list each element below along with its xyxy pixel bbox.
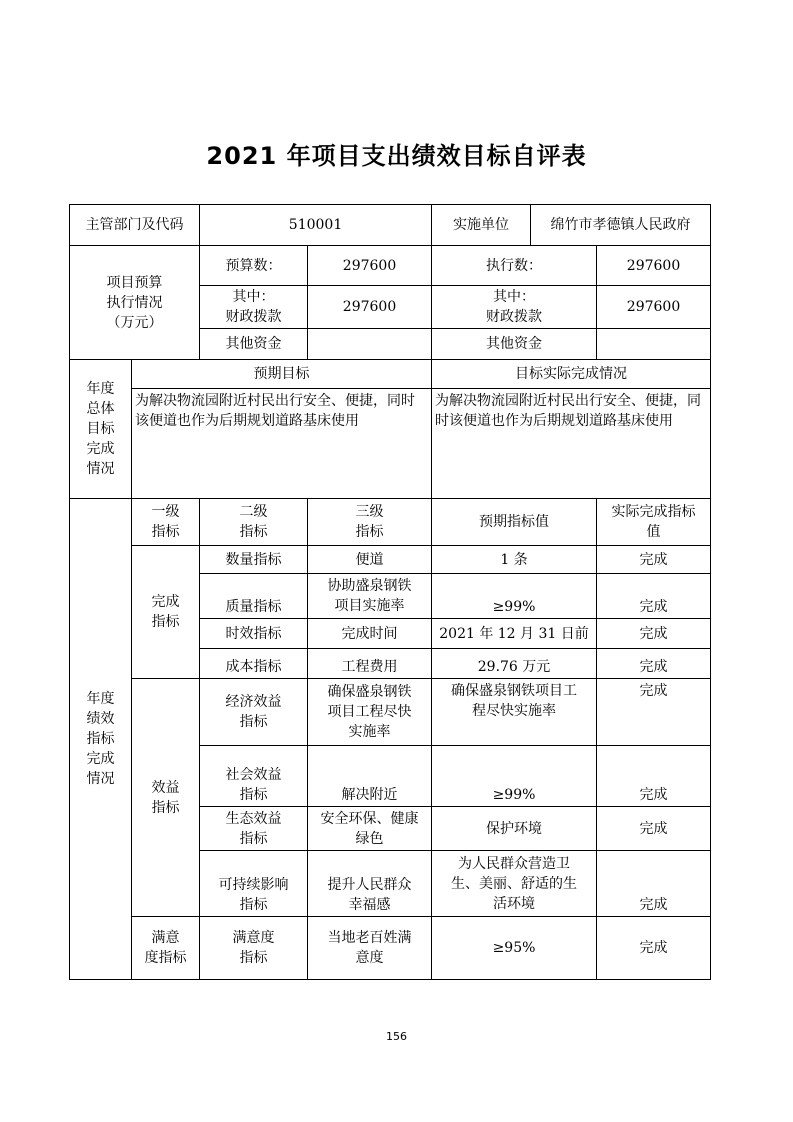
perf-label: 年度 绩效 指标 完成 情况 (70, 499, 132, 980)
target-cell: ≥99% (432, 574, 597, 619)
l2-cell: 数量指标 (200, 546, 308, 574)
evaluation-table (69, 204, 711, 980)
actual-goal-label: 目标实际完成情况 (432, 360, 711, 389)
actual-cell: 完成 (597, 746, 711, 807)
budget-label: 项目预算 执行情况 （万元） (70, 246, 200, 360)
l2-cell: 可持续影响 指标 (200, 851, 308, 917)
table-row (70, 917, 711, 980)
col-level3: 三级 指标 (308, 499, 432, 546)
other-exec-label: 其他资金 (432, 329, 597, 360)
unit-value: 绵竹市孝德镇人民政府 (531, 205, 711, 246)
page-number: 156 (386, 1030, 407, 1043)
col-level1: 一级 指标 (132, 499, 200, 546)
l2-cell: 生态效益 指标 (200, 807, 308, 851)
other-plan (308, 329, 432, 360)
target-cell: 为人民群众营造卫 生、美丽、舒适的生 活环境 (432, 851, 597, 917)
col-target: 预期指标值 (432, 499, 597, 546)
l3-cell: 工程费用 (308, 649, 432, 679)
other-label: 其他资金 (200, 329, 308, 360)
l3-cell: 完成时间 (308, 619, 432, 649)
col-actual: 实际完成指标 值 (597, 499, 711, 546)
col-level2: 二级 指标 (200, 499, 308, 546)
l2-cell: 经济效益 指标 (200, 679, 308, 746)
group-satisfaction: 满意 度指标 (132, 917, 200, 980)
actual-cell: 完成 (597, 917, 711, 980)
actual-cell: 完成 (597, 546, 711, 574)
l3-cell: 当地老百姓满 意度 (308, 917, 432, 980)
fiscal-exec: 297600 (597, 286, 711, 329)
expected-goal-text: 为解决物流园附近村民出行安全、便捷，同时该便道也作为后期规划道路基床使用 (132, 389, 432, 499)
fiscal-label: 其中： 财政拨款 (200, 286, 308, 329)
plan-label: 预算数： (200, 246, 308, 286)
goals-text-row (70, 389, 711, 499)
l2-cell: 社会效益 指标 (200, 746, 308, 807)
perf-header-row (70, 499, 711, 546)
l2-cell: 满意度 指标 (200, 917, 308, 980)
dept-label: 主管部门及代码 (70, 205, 200, 246)
group-benefit: 效益 指标 (132, 679, 200, 917)
l3-cell: 解决附近 (308, 746, 432, 807)
fiscal-exec-label: 其中： 财政拨款 (432, 286, 597, 329)
dept-code: 510001 (200, 205, 432, 246)
l2-cell: 质量指标 (200, 574, 308, 619)
l3-cell: 安全环保、健康 绿色 (308, 807, 432, 851)
actual-cell: 完成 (597, 574, 711, 619)
other-exec (597, 329, 711, 360)
l3-cell: 便道 (308, 546, 432, 574)
exec-value: 297600 (597, 246, 711, 286)
target-cell: 保护环境 (432, 807, 597, 851)
plan-value: 297600 (308, 246, 432, 286)
actual-cell: 完成 (597, 851, 711, 917)
target-cell: ≥95% (432, 917, 597, 980)
actual-cell: 完成 (597, 679, 711, 746)
budget-row (70, 246, 711, 286)
table-row (70, 679, 711, 746)
target-cell: ≥99% (432, 746, 597, 807)
l3-cell: 协助盛泉钢铁 项目实施率 (308, 574, 432, 619)
actual-goal-text: 为解决物流园附近村民出行安全、便捷，同时该便道也作为后期规划道路基床使用 (432, 389, 711, 499)
fiscal-plan: 297600 (308, 286, 432, 329)
header-row (70, 205, 711, 246)
actual-cell: 完成 (597, 619, 711, 649)
exec-label: 执行数： (432, 246, 597, 286)
l3-cell: 提升人民群众 幸福感 (308, 851, 432, 917)
group-completion: 完成 指标 (132, 546, 200, 679)
target-cell: 29.76 万元 (432, 649, 597, 679)
actual-cell: 完成 (597, 807, 711, 851)
page-title: 2021 年项目支出绩效目标自评表 (206, 142, 587, 170)
table-row (70, 546, 711, 574)
goals-header-row (70, 360, 711, 389)
l3-cell: 确保盛泉钢铁 项目工程尽快 实施率 (308, 679, 432, 746)
goals-label: 年度 总体 目标 完成 情况 (70, 360, 132, 499)
target-cell: 1 条 (432, 546, 597, 574)
target-cell: 确保盛泉钢铁项目工 程尽快实施率 (432, 679, 597, 746)
expected-goal-label: 预期目标 (132, 360, 432, 389)
l2-cell: 时效指标 (200, 619, 308, 649)
target-cell: 2021 年 12 月 31 日前 (432, 619, 597, 649)
l2-cell: 成本指标 (200, 649, 308, 679)
unit-label: 实施单位 (432, 205, 531, 246)
actual-cell: 完成 (597, 649, 711, 679)
